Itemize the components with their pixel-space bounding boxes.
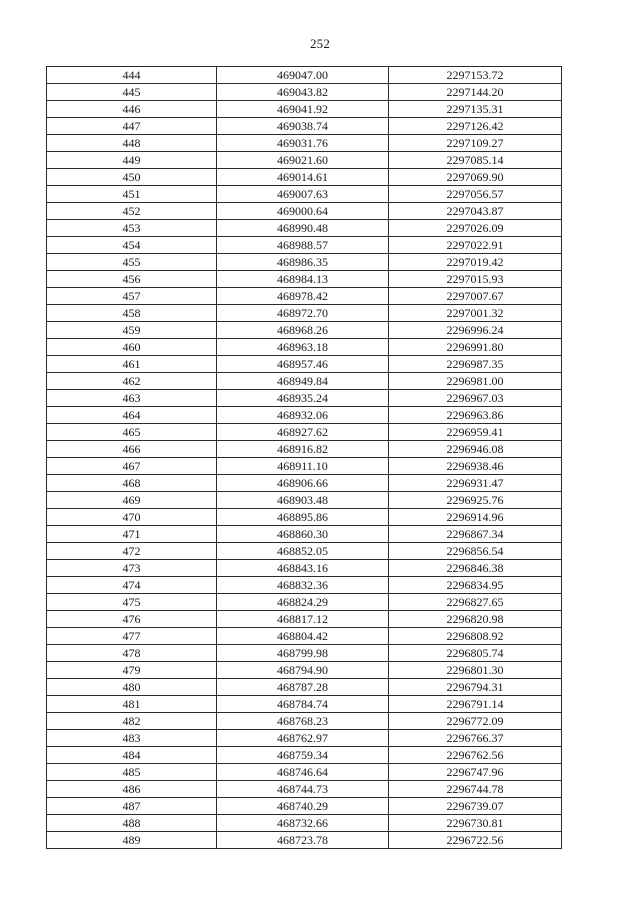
y-coordinate-cell: 2296722.56 <box>389 832 562 849</box>
y-coordinate-cell: 2296931.47 <box>389 475 562 492</box>
x-coordinate-cell: 468957.46 <box>217 356 389 373</box>
y-coordinate-cell: 2296772.09 <box>389 713 562 730</box>
x-coordinate-cell: 468963.18 <box>217 339 389 356</box>
y-coordinate-cell: 2296766.37 <box>389 730 562 747</box>
x-coordinate-cell: 468988.57 <box>217 237 389 254</box>
point-number-cell: 451 <box>47 186 217 203</box>
point-number-cell: 454 <box>47 237 217 254</box>
x-coordinate-cell: 469021.60 <box>217 152 389 169</box>
table-row <box>47 101 562 118</box>
point-number-cell: 479 <box>47 662 217 679</box>
table-row <box>47 764 562 781</box>
point-number-cell: 464 <box>47 407 217 424</box>
y-coordinate-cell: 2296744.78 <box>389 781 562 798</box>
point-number-cell: 475 <box>47 594 217 611</box>
x-coordinate-cell: 468895.86 <box>217 509 389 526</box>
point-number-cell: 448 <box>47 135 217 152</box>
x-coordinate-cell: 468784.74 <box>217 696 389 713</box>
coordinates-table <box>46 66 562 849</box>
y-coordinate-cell: 2296794.31 <box>389 679 562 696</box>
y-coordinate-cell: 2296987.35 <box>389 356 562 373</box>
table-row <box>47 203 562 220</box>
table-row <box>47 135 562 152</box>
table-row <box>47 492 562 509</box>
point-number-cell: 452 <box>47 203 217 220</box>
y-coordinate-cell: 2297085.14 <box>389 152 562 169</box>
table-row <box>47 526 562 543</box>
x-coordinate-cell: 468740.29 <box>217 798 389 815</box>
x-coordinate-cell: 468843.16 <box>217 560 389 577</box>
y-coordinate-cell: 2297007.67 <box>389 288 562 305</box>
table-row <box>47 475 562 492</box>
y-coordinate-cell: 2297109.27 <box>389 135 562 152</box>
x-coordinate-cell: 468794.90 <box>217 662 389 679</box>
point-number-cell: 469 <box>47 492 217 509</box>
point-number-cell: 488 <box>47 815 217 832</box>
x-coordinate-cell: 468768.23 <box>217 713 389 730</box>
x-coordinate-cell: 468927.62 <box>217 424 389 441</box>
point-number-cell: 472 <box>47 543 217 560</box>
y-coordinate-cell: 2297135.31 <box>389 101 562 118</box>
y-coordinate-cell: 2296808.92 <box>389 628 562 645</box>
table-row <box>47 67 562 84</box>
x-coordinate-cell: 468732.66 <box>217 815 389 832</box>
table-row <box>47 747 562 764</box>
x-coordinate-cell: 468759.34 <box>217 747 389 764</box>
y-coordinate-cell: 2296739.07 <box>389 798 562 815</box>
table-row <box>47 169 562 186</box>
table-row <box>47 186 562 203</box>
coordinates-table-body <box>47 67 562 849</box>
table-row <box>47 407 562 424</box>
x-coordinate-cell: 469041.92 <box>217 101 389 118</box>
point-number-cell: 487 <box>47 798 217 815</box>
x-coordinate-cell: 469014.61 <box>217 169 389 186</box>
y-coordinate-cell: 2296791.14 <box>389 696 562 713</box>
table-row <box>47 645 562 662</box>
table-row <box>47 339 562 356</box>
point-number-cell: 484 <box>47 747 217 764</box>
point-number-cell: 453 <box>47 220 217 237</box>
y-coordinate-cell: 2296967.03 <box>389 390 562 407</box>
x-coordinate-cell: 468762.97 <box>217 730 389 747</box>
x-coordinate-cell: 468860.30 <box>217 526 389 543</box>
table-row <box>47 305 562 322</box>
table-row <box>47 781 562 798</box>
y-coordinate-cell: 2296834.95 <box>389 577 562 594</box>
table-row <box>47 288 562 305</box>
table-row <box>47 458 562 475</box>
point-number-cell: 482 <box>47 713 217 730</box>
x-coordinate-cell: 468968.26 <box>217 322 389 339</box>
y-coordinate-cell: 2296959.41 <box>389 424 562 441</box>
x-coordinate-cell: 468990.48 <box>217 220 389 237</box>
y-coordinate-cell: 2296805.74 <box>389 645 562 662</box>
point-number-cell: 489 <box>47 832 217 849</box>
point-number-cell: 447 <box>47 118 217 135</box>
y-coordinate-cell: 2296981.00 <box>389 373 562 390</box>
x-coordinate-cell: 468986.35 <box>217 254 389 271</box>
y-coordinate-cell: 2296827.65 <box>389 594 562 611</box>
x-coordinate-cell: 468906.66 <box>217 475 389 492</box>
point-number-cell: 457 <box>47 288 217 305</box>
y-coordinate-cell: 2297026.09 <box>389 220 562 237</box>
table-row <box>47 441 562 458</box>
point-number-cell: 478 <box>47 645 217 662</box>
point-number-cell: 474 <box>47 577 217 594</box>
x-coordinate-cell: 469000.64 <box>217 203 389 220</box>
y-coordinate-cell: 2296820.98 <box>389 611 562 628</box>
x-coordinate-cell: 468744.73 <box>217 781 389 798</box>
table-row <box>47 271 562 288</box>
table-row <box>47 696 562 713</box>
x-coordinate-cell: 468723.78 <box>217 832 389 849</box>
point-number-cell: 477 <box>47 628 217 645</box>
x-coordinate-cell: 468916.82 <box>217 441 389 458</box>
y-coordinate-cell: 2296867.34 <box>389 526 562 543</box>
table-row <box>47 152 562 169</box>
y-coordinate-cell: 2297069.90 <box>389 169 562 186</box>
x-coordinate-cell: 468787.28 <box>217 679 389 696</box>
table-row <box>47 577 562 594</box>
point-number-cell: 470 <box>47 509 217 526</box>
point-number-cell: 468 <box>47 475 217 492</box>
y-coordinate-cell: 2296801.30 <box>389 662 562 679</box>
x-coordinate-cell: 469043.82 <box>217 84 389 101</box>
x-coordinate-cell: 468852.05 <box>217 543 389 560</box>
table-row <box>47 509 562 526</box>
y-coordinate-cell: 2297022.91 <box>389 237 562 254</box>
table-row <box>47 390 562 407</box>
point-number-cell: 461 <box>47 356 217 373</box>
point-number-cell: 481 <box>47 696 217 713</box>
page-number: 252 <box>309 36 331 51</box>
x-coordinate-cell: 468972.70 <box>217 305 389 322</box>
table-row <box>47 322 562 339</box>
y-coordinate-cell: 2296996.24 <box>389 322 562 339</box>
point-number-cell: 473 <box>47 560 217 577</box>
x-coordinate-cell: 468949.84 <box>217 373 389 390</box>
table-row <box>47 560 562 577</box>
y-coordinate-cell: 2296762.56 <box>389 747 562 764</box>
table-row <box>47 611 562 628</box>
table-row <box>47 628 562 645</box>
y-coordinate-cell: 2296730.81 <box>389 815 562 832</box>
table-row <box>47 713 562 730</box>
y-coordinate-cell: 2297126.42 <box>389 118 562 135</box>
table-row <box>47 662 562 679</box>
table-row <box>47 373 562 390</box>
x-coordinate-cell: 469038.74 <box>217 118 389 135</box>
x-coordinate-cell: 468817.12 <box>217 611 389 628</box>
y-coordinate-cell: 2296963.86 <box>389 407 562 424</box>
x-coordinate-cell: 469007.63 <box>217 186 389 203</box>
x-coordinate-cell: 468932.06 <box>217 407 389 424</box>
point-number-cell: 449 <box>47 152 217 169</box>
table-row <box>47 84 562 101</box>
point-number-cell: 445 <box>47 84 217 101</box>
table-row <box>47 815 562 832</box>
y-coordinate-cell: 2297001.32 <box>389 305 562 322</box>
table-row <box>47 543 562 560</box>
x-coordinate-cell: 468911.10 <box>217 458 389 475</box>
table-row <box>47 679 562 696</box>
table-row <box>47 237 562 254</box>
table-row <box>47 424 562 441</box>
y-coordinate-cell: 2296846.38 <box>389 560 562 577</box>
point-number-cell: 486 <box>47 781 217 798</box>
x-coordinate-cell: 468746.64 <box>217 764 389 781</box>
x-coordinate-cell: 469047.00 <box>217 67 389 84</box>
y-coordinate-cell: 2296925.76 <box>389 492 562 509</box>
point-number-cell: 456 <box>47 271 217 288</box>
table-row <box>47 118 562 135</box>
x-coordinate-cell: 468799.98 <box>217 645 389 662</box>
x-coordinate-cell: 468832.36 <box>217 577 389 594</box>
x-coordinate-cell: 468804.42 <box>217 628 389 645</box>
x-coordinate-cell: 468978.42 <box>217 288 389 305</box>
point-number-cell: 459 <box>47 322 217 339</box>
table-row <box>47 220 562 237</box>
y-coordinate-cell: 2296747.96 <box>389 764 562 781</box>
point-number-cell: 450 <box>47 169 217 186</box>
y-coordinate-cell: 2297144.20 <box>389 84 562 101</box>
point-number-cell: 455 <box>47 254 217 271</box>
point-number-cell: 444 <box>47 67 217 84</box>
y-coordinate-cell: 2296914.96 <box>389 509 562 526</box>
point-number-cell: 471 <box>47 526 217 543</box>
y-coordinate-cell: 2297015.93 <box>389 271 562 288</box>
y-coordinate-cell: 2297043.87 <box>389 203 562 220</box>
point-number-cell: 458 <box>47 305 217 322</box>
table-row <box>47 356 562 373</box>
point-number-cell: 480 <box>47 679 217 696</box>
point-number-cell: 465 <box>47 424 217 441</box>
table-row <box>47 832 562 849</box>
y-coordinate-cell: 2297056.57 <box>389 186 562 203</box>
point-number-cell: 463 <box>47 390 217 407</box>
table-row <box>47 798 562 815</box>
table-row <box>47 254 562 271</box>
y-coordinate-cell: 2296991.80 <box>389 339 562 356</box>
y-coordinate-cell: 2296946.08 <box>389 441 562 458</box>
table-row <box>47 730 562 747</box>
point-number-cell: 476 <box>47 611 217 628</box>
x-coordinate-cell: 468824.29 <box>217 594 389 611</box>
point-number-cell: 466 <box>47 441 217 458</box>
point-number-cell: 446 <box>47 101 217 118</box>
point-number-cell: 483 <box>47 730 217 747</box>
table-row <box>47 594 562 611</box>
x-coordinate-cell: 468903.48 <box>217 492 389 509</box>
point-number-cell: 467 <box>47 458 217 475</box>
y-coordinate-cell: 2297153.72 <box>389 67 562 84</box>
y-coordinate-cell: 2296938.46 <box>389 458 562 475</box>
point-number-cell: 462 <box>47 373 217 390</box>
y-coordinate-cell: 2296856.54 <box>389 543 562 560</box>
x-coordinate-cell: 469031.76 <box>217 135 389 152</box>
x-coordinate-cell: 468984.13 <box>217 271 389 288</box>
x-coordinate-cell: 468935.24 <box>217 390 389 407</box>
point-number-cell: 460 <box>47 339 217 356</box>
point-number-cell: 485 <box>47 764 217 781</box>
y-coordinate-cell: 2297019.42 <box>389 254 562 271</box>
